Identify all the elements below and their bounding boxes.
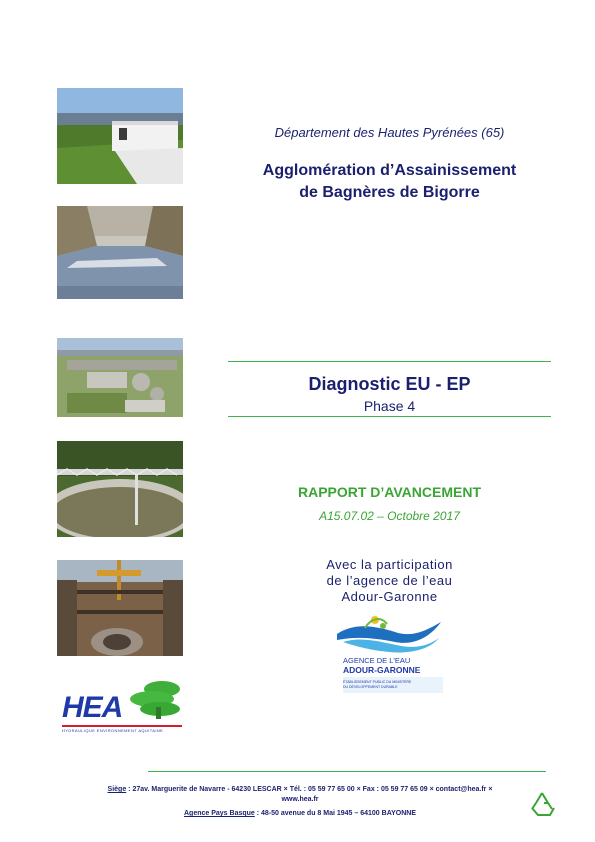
logo-divider (62, 725, 182, 727)
hea-logo-text: HEA (62, 691, 123, 724)
report-type: RAPPORT D’AVANCEMENT (297, 484, 482, 500)
agglomeration-title-line2: de Bagnères de Bigorre (299, 184, 480, 201)
photo-aerial-plant (57, 338, 183, 417)
agency-logo-line2: ADOUR-GARONNE (343, 665, 421, 675)
document-phase: Phase 4 (363, 398, 416, 414)
footer-agence-label: Agence Pays Basque (183, 810, 255, 817)
agency-logo-tagline2: DU DÉVELOPPEMENT DURABLE (343, 685, 398, 689)
footer-siege-label: Siège (107, 786, 127, 793)
agency-logo (335, 612, 445, 694)
hea-logo (60, 677, 184, 735)
agency-logo-tagline (343, 677, 443, 693)
recycle-icon (528, 790, 556, 818)
photo-river (57, 206, 183, 299)
report-reference: A15.07.02 – Octobre 2017 (319, 509, 460, 523)
participation-text (228, 557, 551, 605)
footer-divider (148, 771, 546, 772)
photo-treatment-building (57, 88, 183, 184)
agglomeration-title (228, 160, 551, 204)
participation-line3: Adour-Garonne (341, 589, 438, 604)
footer-siege-text: : 27av. Marguerite de Navarre - 64230 LESCAR × Tél. : 05 59 77 65 00 × Fax : 05 59 77 65 09 × contact@hea.fr × (126, 786, 493, 793)
agency-logo-line1: AGENCE DE L'EAU (343, 656, 411, 665)
agglomeration-title-line1: Agglomération d’Assainissement (262, 162, 517, 179)
footer-agence-text: : 48-50 avenue du 8 Mai 1945 – 64100 BAYONNE (254, 810, 417, 817)
photo-settling-tank (57, 441, 183, 537)
agency-logo-tagline1: ÉTABLISSEMENT PUBLIC DU MINISTÈRE (343, 680, 412, 684)
title-top-divider (228, 361, 551, 362)
footer-siege (100, 786, 500, 793)
document-title: Diagnostic EU - EP (308, 374, 471, 394)
photo-pipe-works (57, 560, 183, 656)
footer-website[interactable]: www.hea.fr (281, 796, 319, 803)
footer-agence (100, 810, 500, 817)
hea-logo-subtitle: HYDRAULIQUE ENVIRONNEMENT AQUITAINE (62, 728, 164, 733)
title-bottom-divider (228, 416, 551, 417)
department-name: Département des Hautes Pyrénées (65) (274, 125, 505, 140)
participation-line1: Avec la participation (326, 557, 453, 572)
participation-line2: de l’agence de l’eau (326, 573, 453, 588)
water-wave-icon (335, 612, 445, 654)
